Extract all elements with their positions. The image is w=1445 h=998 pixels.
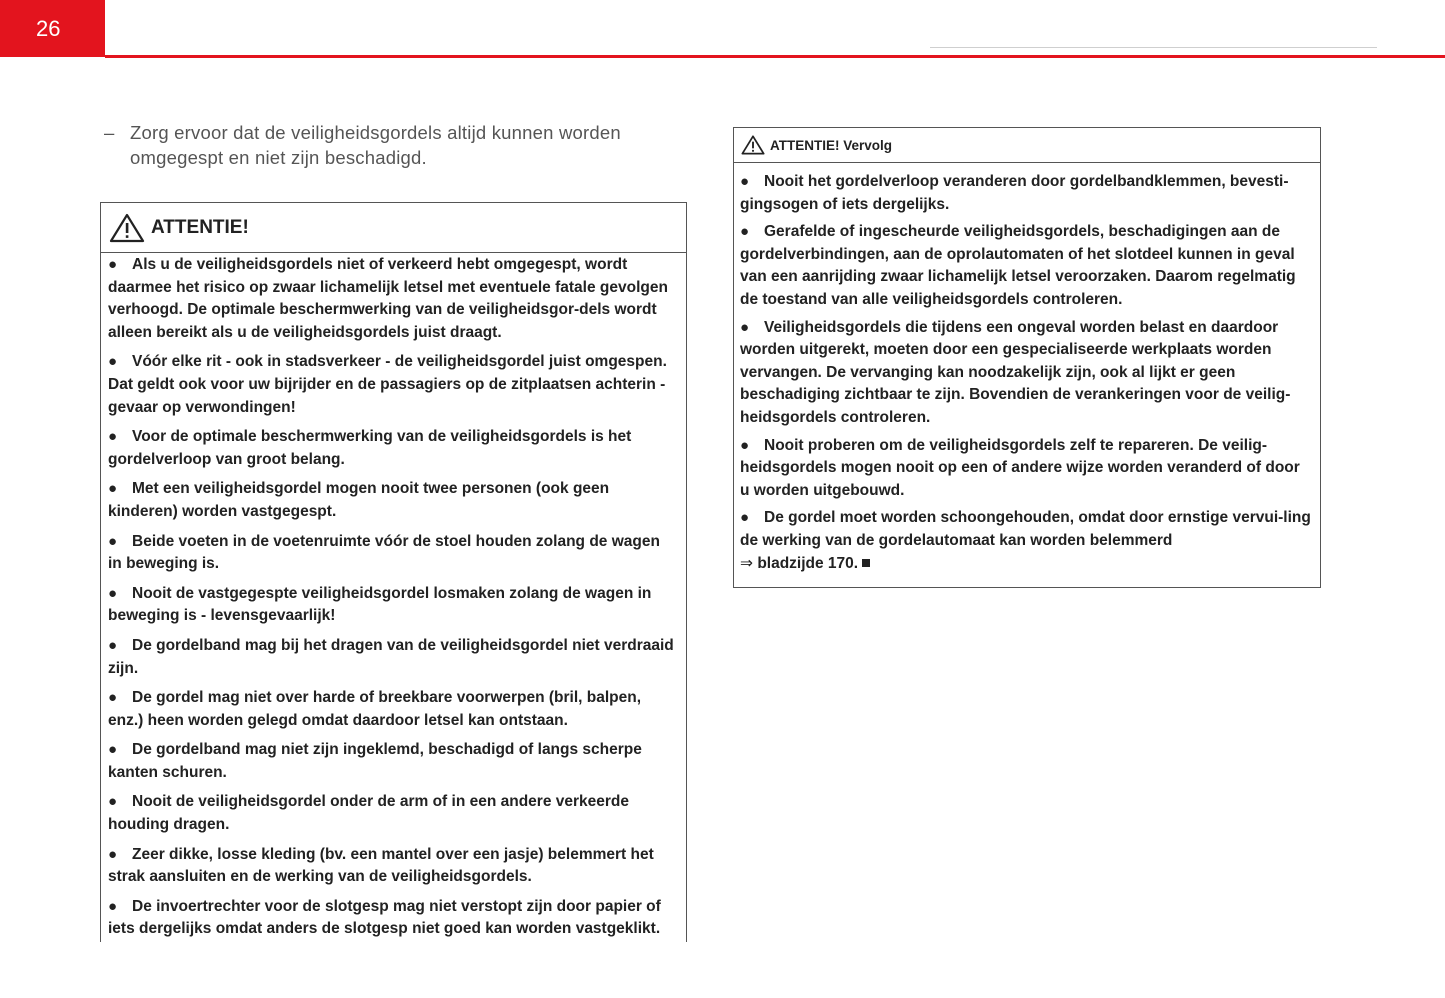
list-item: ● Nooit de veiligheidsgordel onder de arm of in een andere verkeerde houding dragen. bbox=[108, 793, 629, 834]
list-item: ● Nooit de vastgegespte veiligheidsgordel losmaken zolang de wagen in beweging is - levensgevaarlijk! bbox=[108, 584, 652, 625]
bullet-icon: ● bbox=[108, 256, 118, 273]
intro-text: Zorg ervoor dat de veiligheidsgordels altijd kunnen worden omgegespt en niet zijn beschadigd. bbox=[130, 122, 621, 168]
list-item: ● Als u de veiligheidsgordels niet of verkeerd hebt omgegespt, wordt daarmee het risico op zwaar lichamelijk letsel met eventuele fatale gevolgen verhoogd. De optimale beschermwerking van de veiligheidsgor-dels wordt alleen bereikt als u de veiligheidsgordels juist draagt. bbox=[108, 256, 668, 341]
list-item: ● De gordel mag niet over harde of breekbare voorwerpen (bril, balpen, enz.) heen worden gelegd omdat daardoor letsel kan ontstaan. bbox=[108, 689, 642, 729]
list-item: ● Nooit het gordelverloop veranderen door gordelbandklemmen, bevesti-gingsogen of iets dergelijks. bbox=[740, 173, 1289, 213]
list-item: ● Voor de optimale beschermwerking van de veiligheidsgordels is het gordelverloop van groot belang. bbox=[108, 428, 632, 468]
bullet-icon: ● bbox=[108, 532, 118, 550]
list-item: ● Vóór elke rit - ook in stadsverkeer - de veiligheidsgordel juist omgespen. Dat geldt ook voor uw bijrijder en de passagiers op de zitplaatsen achterin - gevaar op verwondingen! bbox=[108, 353, 667, 416]
warning-header-right bbox=[734, 128, 1320, 163]
list-item: ● De gordelband mag bij het dragen van de veiligheidsgordel niet verdraaid zijn. bbox=[108, 636, 674, 677]
warning-title-right: ATTENTIE! Vervolg bbox=[770, 137, 893, 153]
bullet-icon: ● bbox=[740, 173, 750, 190]
bullet-icon: ● bbox=[108, 353, 118, 371]
bullet-icon: ● bbox=[740, 223, 750, 241]
bullet-icon: ● bbox=[108, 584, 118, 602]
intro-paragraph bbox=[104, 120, 664, 170]
warning-triangle-icon bbox=[741, 135, 765, 155]
intro-dash: – bbox=[104, 122, 115, 143]
list-item: ● Met een veiligheidsgordel mogen nooit twee personen (ook geen kinderen) worden vastgegespt. bbox=[108, 480, 610, 520]
list-item: ● De invoertrechter voor de slotgesp mag niet verstopt zijn door papier of iets dergelijks omdat anders de slotgesp niet goed kan worden vastgeklikt. bbox=[108, 897, 661, 938]
list-item: ● De gordelband mag niet zijn ingeklemd, beschadigd of langs scherpe kanten schuren. bbox=[108, 741, 642, 781]
bullet-icon: ● bbox=[740, 436, 750, 454]
list-item: ● Beide voeten in de voetenruimte vóór de stoel houden zolang de wagen in beweging is. bbox=[108, 532, 660, 573]
list-item: ● Gerafelde of ingescheurde veiligheidsgordels, beschadigingen aan de gordelverbindingen, aan de oprolautomaten of het slotdeel kunnen in geval van een aanrijding zwaar lichamelijk letsel veroorzaken. Daarom regelmatig de toestand van alle veiligheidsgordels controleren. bbox=[740, 223, 1296, 308]
bullet-icon: ● bbox=[108, 480, 118, 498]
header-rule bbox=[105, 55, 1445, 58]
bullet-icon: ● bbox=[108, 793, 118, 811]
page-reference-link[interactable]: bladzijde 170. bbox=[757, 554, 859, 572]
list-item: ● Zeer dikke, losse kleding (bv. een mantel over een jasje) belemmert het strak aansluiten en de werking van de veiligheidsgordels. bbox=[108, 845, 654, 886]
end-square-icon bbox=[862, 559, 870, 567]
warning-box-left bbox=[100, 202, 687, 942]
header-thin-rule bbox=[930, 47, 1377, 48]
bullet-icon: ● bbox=[108, 741, 118, 759]
bullet-icon: ● bbox=[108, 689, 118, 707]
bullet-icon: ● bbox=[740, 318, 750, 336]
warning-list-left bbox=[101, 253, 686, 941]
list-item: ● Nooit proberen om de veiligheidsgordels zelf te repareren. De veilig-heidsgordels mogen nooit op een of andere wijze worden veranderd of door u worden uitgebouwd. bbox=[740, 436, 1300, 499]
bullet-icon: ● bbox=[108, 428, 118, 446]
bullet-icon: ● bbox=[740, 509, 750, 527]
warning-box-right bbox=[733, 127, 1321, 588]
page-reference-arrow-icon: ⇒ bbox=[740, 554, 753, 572]
bullet-icon: ● bbox=[108, 897, 118, 915]
warning-triangle-icon bbox=[109, 213, 145, 243]
list-item: ● Veiligheidsgordels die tijdens een ongeval worden belast en daardoor worden uitgerekt, moeten door een gespecialiseerde werkplaats worden vervangen. De vervanging kan noodzakelijk zijn, ook al lijkt er geen beschadiging zichtbaar te zijn. Bovendien de verankeringen voor de veilig-heidsgordels controleren. bbox=[740, 318, 1291, 426]
bullet-icon: ● bbox=[108, 845, 118, 863]
warning-header-left bbox=[101, 203, 686, 253]
page-number: 26 bbox=[0, 0, 105, 57]
bullet-icon: ● bbox=[108, 636, 118, 654]
list-item: ● De gordel moet worden schoongehouden, omdat door ernstige vervui-ling de werking van de gordelautomaat kan worden belemmerd ⇒ bladzijde 170. bbox=[740, 509, 1311, 572]
warning-list-right bbox=[734, 163, 1320, 575]
warning-title-left: ATTENTIE! bbox=[151, 216, 249, 238]
